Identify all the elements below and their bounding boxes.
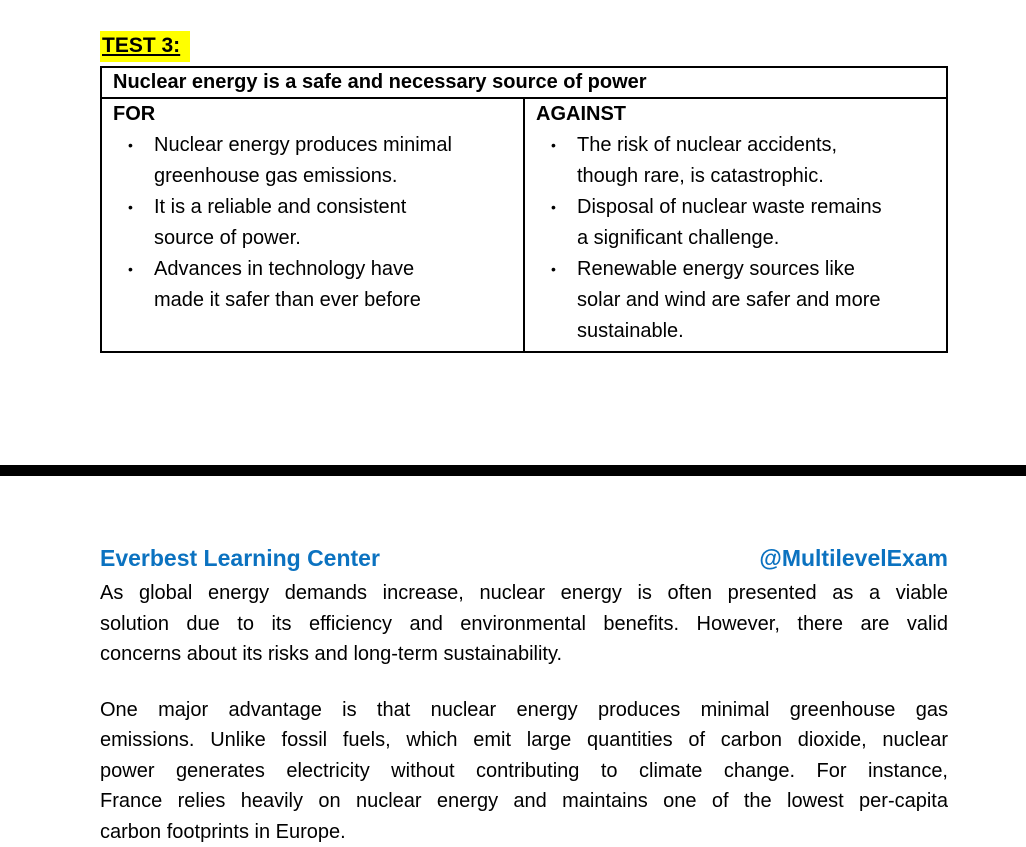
bullet-text xyxy=(154,130,515,192)
bullet-icon: • xyxy=(128,130,154,192)
brand-handle: @MultilevelExam xyxy=(759,543,948,573)
bullet-icon: • xyxy=(128,254,154,316)
bullet-icon: • xyxy=(128,192,154,254)
brand-name: Everbest Learning Center xyxy=(100,543,380,573)
bullet-line: Disposal of nuclear waste remains xyxy=(577,192,938,223)
bullet-text xyxy=(577,130,938,192)
page-content xyxy=(100,0,948,353)
bullet-text xyxy=(577,254,938,347)
article-body xyxy=(100,578,948,847)
paragraph xyxy=(100,578,948,670)
test-label: TEST 3: xyxy=(100,31,190,62)
bullet-line: made it safer than ever before xyxy=(154,285,515,316)
branding-row xyxy=(100,543,948,573)
for-column-header: FOR xyxy=(113,99,515,130)
bullet-item xyxy=(128,254,515,316)
table-body-row xyxy=(101,98,947,352)
bullet-line: Renewable energy sources like xyxy=(577,254,938,285)
table-title: Nuclear energy is a safe and necessary source of power xyxy=(101,67,947,98)
bullet-item xyxy=(551,192,938,254)
bullet-item xyxy=(551,130,938,192)
paragraph-line: France relies heavily on nuclear energy and maintains one of the lowest per-capita xyxy=(100,786,948,817)
bullet-item xyxy=(128,130,515,192)
bullet-line: Nuclear energy produces minimal xyxy=(154,130,515,161)
section-divider-bar xyxy=(0,465,1026,476)
bullet-icon: • xyxy=(551,254,577,347)
paragraph xyxy=(100,695,948,847)
against-column xyxy=(524,98,947,352)
against-column-header: AGAINST xyxy=(536,99,938,130)
bullet-line: though rare, is catastrophic. xyxy=(577,161,938,192)
bullet-line: solar and wind are safer and more xyxy=(577,285,938,316)
bullet-line: source of power. xyxy=(154,223,515,254)
bullet-text xyxy=(154,254,515,316)
bullet-line: a significant challenge. xyxy=(577,223,938,254)
paragraph-line: carbon footprints in Europe. xyxy=(100,817,948,847)
debate-table xyxy=(100,66,948,353)
bullet-line: The risk of nuclear accidents, xyxy=(577,130,938,161)
for-column xyxy=(101,98,524,352)
bullet-item xyxy=(551,254,938,347)
bullet-line: It is a reliable and consistent xyxy=(154,192,515,223)
bullet-text xyxy=(577,192,938,254)
bullet-text xyxy=(154,192,515,254)
paragraph-line: solution due to its efficiency and environmental benefits. However, there are valid xyxy=(100,609,948,640)
bullet-icon: • xyxy=(551,192,577,254)
bullet-line: Advances in technology have xyxy=(154,254,515,285)
bullet-icon: • xyxy=(551,130,577,192)
bullet-line: sustainable. xyxy=(577,316,938,347)
bullet-line: greenhouse gas emissions. xyxy=(154,161,515,192)
paragraph-line: power generates electricity without contributing to climate change. For instance, xyxy=(100,756,948,787)
paragraph-line: As global energy demands increase, nuclear energy is often presented as a viable xyxy=(100,578,948,609)
bullet-item xyxy=(128,192,515,254)
paragraph-line: emissions. Unlike fossil fuels, which emit large quantities of carbon dioxide, nuclear xyxy=(100,725,948,756)
paragraph-line: One major advantage is that nuclear energy produces minimal greenhouse gas xyxy=(100,695,948,726)
table-title-row xyxy=(101,67,947,98)
paragraph-line: concerns about its risks and long-term sustainability. xyxy=(100,639,948,670)
